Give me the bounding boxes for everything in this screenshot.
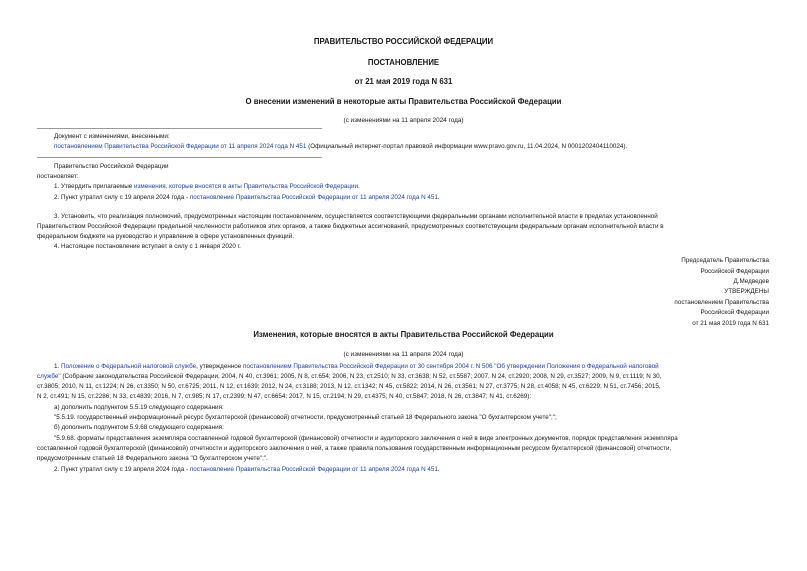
fns-regulation-link[interactable]: Положение о Федеральной налоговой службе [61, 363, 197, 370]
annex-item-2: 2. Пункт утратил силу с 19 апреля 2024 года - постановление Правительства Российской Федерации от 11 апреля 2024 года N 451. [54, 466, 440, 473]
signature-name: Д.Медведев [733, 278, 769, 285]
subitem-b-line2: составленной годовой бухгалтерской (финансовой) отчетности и аудиторского заключения о ней, а также правила пользования государственным информационным ресурсом бухгалтерской (финансовой) отчетности, [37, 445, 672, 452]
paragraph-4: 4. Настоящее постановление вступает в силу с 1 января 2020 г. [54, 243, 241, 250]
signature-country: Российской Федерации [700, 268, 769, 275]
approved-by: постановлением Правительства [674, 299, 769, 306]
annex-item-1-line4: N 2, ст.491; N 15, ст.2286; N 33, ст.4839; 2016, N 7, ст.985; N 17, ст.2399; N 47, ст.6654; 2017, N 15, ст.2194; N 29, ст.4375; N 40, ст.5847; 2018, N 26, ст.3847; N 41, ст.6269): [37, 393, 532, 400]
amendment-link[interactable]: постановлением Правительства Российской Федерации от 11 апреля 2024 года N 451 [54, 143, 307, 150]
approved-date: от 21 мая 2019 года N 631 [692, 320, 769, 327]
document-title: О внесении изменений в некоторые акты Правительства Российской Федерации [245, 97, 562, 106]
changes-label: Документ с изменениями, внесенными: [54, 133, 170, 140]
government-heading: ПРАВИТЕЛЬСТВО РОССИЙСКОЙ ФЕДЕРАЦИИ [313, 37, 494, 46]
subitem-b-line1: "5.9.68. форматы представления экземпляра составленной годовой бухгалтерской (финансовой) отчетности и аудиторского заключения о ней в виде электронных документов, порядок представления экземпляра [54, 435, 678, 442]
subitem-a-text: "5.5.19. государственный информационный ресурс бухгалтерской (финансовой) отчетности, предусмотренный статьей 18 Федерального закона "О бухгалтерском учете";"; [54, 414, 557, 421]
divider [37, 157, 322, 158]
annex-repeal-link[interactable]: постановление Правительства Российской Федерации от 11 апреля 2024 года N 451 [189, 466, 438, 473]
paragraph-1: 1. Утвердить прилагаемые изменения, которые вносятся в акты Правительства Российской Федерации. [54, 183, 360, 190]
paragraph-2: 2. Пункт утратил силу с 19 апреля 2024 года - постановление Правительства Российской Федерации от 11 апреля 2024 года N 451. [54, 194, 440, 201]
paragraph-3-line1: 3. Установить, что реализация полномочий, предусмотренных настоящим постановлением, осуществляется соответствующими федеральными органами исполнительной власти в пределах установленной [54, 213, 658, 220]
annex-item-1-line2: службе" (Собрание законодательства Российской Федерации, 2004, N 40, ст.3961; 2005, N 8, ст.654; 2006, N 23, ст.2510; N 33, ст.3638; N 52, ст.5587; 2007, N 24, ст.2920; 2008, N 29, ст.3527; 2009, N 9, ст.1119; N 30, [37, 373, 662, 380]
intro-decrees: постановляет: [37, 173, 79, 180]
subitem-b: б) дополнить подпунктом 5.9.68 следующего содержания: [54, 424, 224, 431]
annex-title: Изменения, которые вносятся в акты Правительства Российской Федерации [253, 330, 554, 339]
annex-edition: (с изменениями на 11 апреля 2024 года) [343, 351, 464, 358]
paragraph-3-line2: Правительством Российской Федерации предельной численности работников этих органов, а также бюджетных ассигнований, предусмотренных соответствующим федеральным органам исполнительной власти в [37, 223, 664, 230]
approved-country: Российской Федерации [700, 309, 769, 316]
annex-item-1-line1: 1. Положение о Федеральной налоговой службе, утвержденное постановлением Правительства Российской Федерации от 30 сентября 2004 г. N 506 "Об утверждении Положения о Федеральной налоговой [54, 363, 659, 370]
subitem-a: а) дополнить подпунктом 5.5.19 следующего содержания: [54, 404, 224, 411]
annex-item-1-line3: ст.3805; 2010, N 11, ст.1224; N 26, ст.3350; N 50, ст.6725; 2011, N 12, ст.1639; 2012, N 24, ст.3188; 2013, N 12, ст.1342; N 45, ст.5822; 2014, N 26, ст.3561; N 27, ст.3775; N 28, ст.4058; N 45, ст.6229; N 51, ст.7456; 2015, [37, 383, 661, 390]
intro-government: Правительство Российской Федерации [54, 163, 169, 170]
changes-line [54, 142, 627, 151]
decree-506-link[interactable]: постановлением Правительства Российской Федерации от 30 сентября 2004 г. N 506 "Об утверждении Положения о Федеральной налоговой [243, 363, 659, 370]
official-source: (Официальный интернет-портал правовой информации www.pravo.gov.ru, 11.04.2024, N 0001202404110024). [306, 143, 628, 150]
subitem-b-line3: предусмотренным статьей 18 Федерального закона "О бухгалтерском учете";". [37, 455, 268, 462]
divider [37, 128, 322, 129]
paragraph-3-line3: федеральном бюджете на руководство и управление в сфере установленных функций. [37, 233, 294, 240]
document-date: от 21 мая 2019 года N 631 [354, 77, 453, 86]
edition-note: (с изменениями на 11 апреля 2024 года) [343, 117, 464, 124]
signature-position: Председатель Правительства [681, 257, 769, 264]
changes-link[interactable]: изменения, которые вносятся в акты Правительства Российской Федерации [134, 183, 358, 190]
approved-label: УТВЕРЖДЕНЫ [724, 288, 769, 295]
document-type: ПОСТАНОВЛЕНИЕ [367, 58, 440, 67]
decree-506-link-cont[interactable]: службе" [37, 373, 61, 380]
repeal-link[interactable]: постановление Правительства Российской Федерации от 11 апреля 2024 года N 451 [189, 194, 438, 201]
